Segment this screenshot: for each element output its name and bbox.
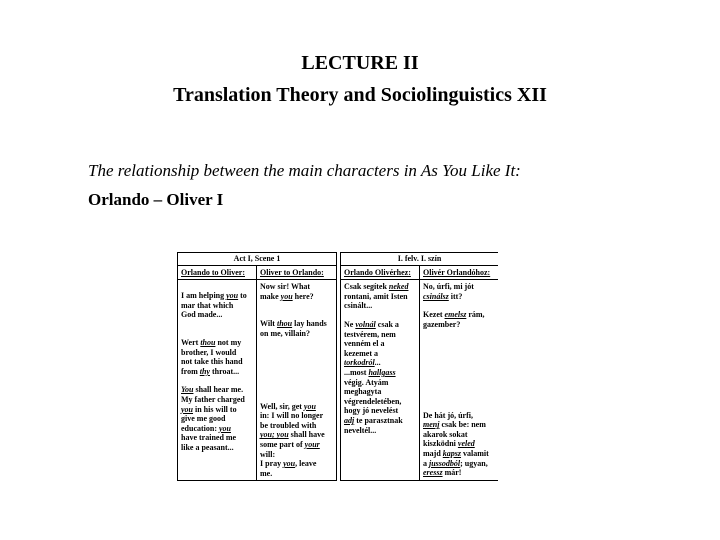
oliver-lines-hungarian: No, úrfi, mi jót csinálsz itt? Kezet emelsz rám, gazember? De hát jó, úrfi, menj csak be: nem akarok sokat kiszködni veled majd kapsz valamit a jussodból; ugyan, eressz már! — [420, 280, 499, 481]
col-header-oliver-to-orlando: Oliver to Orlando: — [257, 265, 337, 280]
orlando-lines-hungarian: Csak segítek neked rontani, amit Isten csinált... Ne volnál csak a testvérem, nem venném el a kezemet a torkodról... ...most hallgass végig. Atyám meghagyta végrendeletében, hogy jó nevelést adj te parasztnak neveltél... — [341, 280, 420, 481]
translation-table — [177, 252, 498, 481]
orlando-lines-english: I am helping you to mar that which God made... Wert thou not my brother, I would not take this hand from thy throat... You shall hear me. My father charged you in his will to give me good education: you have trained me like a peasant... — [178, 280, 257, 481]
col-header-oliver-orlandohoz: Olivér Orlandóhoz: — [420, 265, 499, 280]
lecture-subtitle: Translation Theory and Sociolinguistics XII — [173, 84, 547, 106]
lecture-title: LECTURE II — [301, 52, 419, 74]
relationship-text: The relationship between the main characters in As You Like It: — [88, 161, 521, 180]
translation-table-figure — [177, 252, 498, 492]
table-section-english: Act I, Scene 1 — [178, 253, 337, 266]
oliver-lines-english: Now sir! What make you here? Wilt thou lay hands on me, villain? Well, sir, get you in: I will no longer be troubled with you; you shall have some part of your will: I pray you, leave me. — [257, 280, 337, 481]
col-header-orlando-to-oliver: Orlando to Oliver: — [178, 265, 257, 280]
col-header-orlando-oliverhez: Orlando Olivérhez: — [341, 265, 420, 280]
table-section-hungarian: I. felv. I. szín — [341, 253, 499, 266]
pair-title: Orlando – Oliver I — [88, 190, 224, 209]
